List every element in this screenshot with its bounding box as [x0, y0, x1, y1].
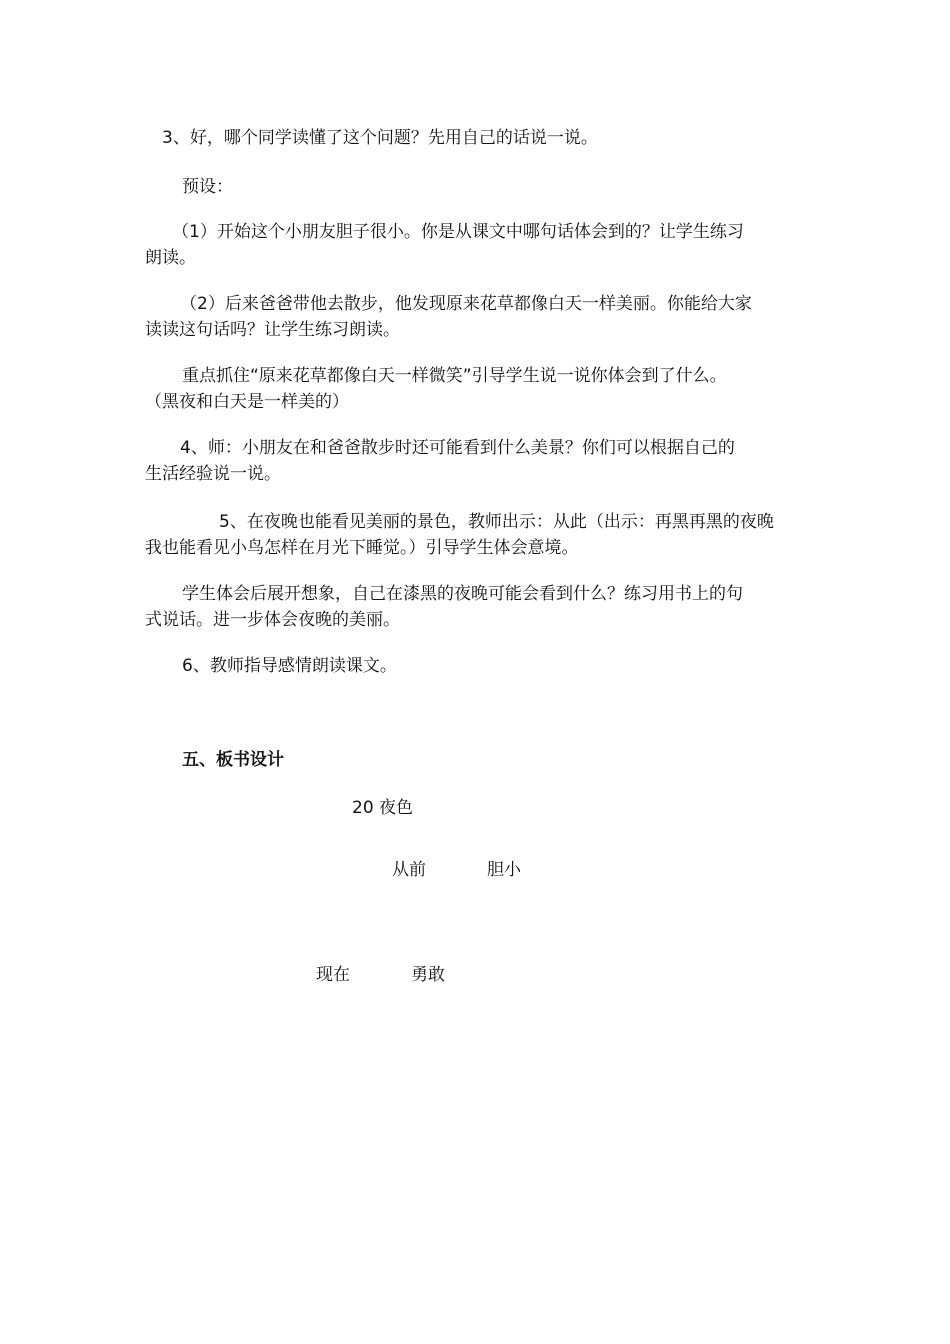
paragraph-step-5-line-2: 我也能看见小鸟怎样在月光下睡觉。）引导学生体会意境。	[145, 538, 579, 558]
paragraph-step-6: 6、教师指导感情朗读课文。	[182, 656, 397, 676]
paragraph-preset-1-line-1: （1）开始这个小朋友胆子很小。你是从课文中哪句话体会到的？让学生练习	[172, 222, 744, 242]
paragraph-preset-1-line-2: 朗读。	[145, 248, 196, 268]
paragraph-step-5-line-1: 5、在夜晚也能看见美丽的景色，教师出示：从此（出示：再黑再黑的夜晚	[219, 512, 774, 532]
paragraph-imagine-line-1: 学生体会后展开想象，自己在漆黑的夜晚可能会看到什么？练习用书上的句	[182, 584, 743, 604]
paragraph-imagine-line-2: 式说话。进一步体会夜晚的美丽。	[145, 610, 400, 630]
board-now-trait: 勇敢	[411, 965, 445, 985]
paragraph-preset-2-line-2: 读读这句话吗？让学生练习朗读。	[145, 320, 400, 340]
section-heading: 五、板书设计	[182, 750, 284, 770]
paragraph-step-4-line-1: 4、师：小朋友在和爸爸散步时还可能看到什么美景？你们可以根据自己的	[180, 438, 735, 458]
paragraph-preset-2-line-1: （2）后来爸爸带他去散步，他发现原来花草都像白天一样美丽。你能给大家	[180, 294, 752, 314]
paragraph-focus-line-2: （黑夜和白天是一样美的）	[145, 392, 349, 412]
paragraph-preset-label: 预设：	[182, 177, 233, 197]
board-past-trait: 胆小	[487, 860, 521, 880]
board-title: 20 夜色	[352, 798, 414, 818]
paragraph-focus-line-1: 重点抓住“原来花草都像白天一样微笑”引导学生说一说你体会到了什么。	[182, 366, 727, 386]
board-now-label: 现在	[316, 965, 350, 985]
paragraph-step-3: 3、好，哪个同学读懂了这个问题？先用自己的话说一说。	[162, 128, 598, 148]
paragraph-step-4-line-2: 生活经验说一说。	[145, 464, 281, 484]
board-past-label: 从前	[392, 860, 426, 880]
